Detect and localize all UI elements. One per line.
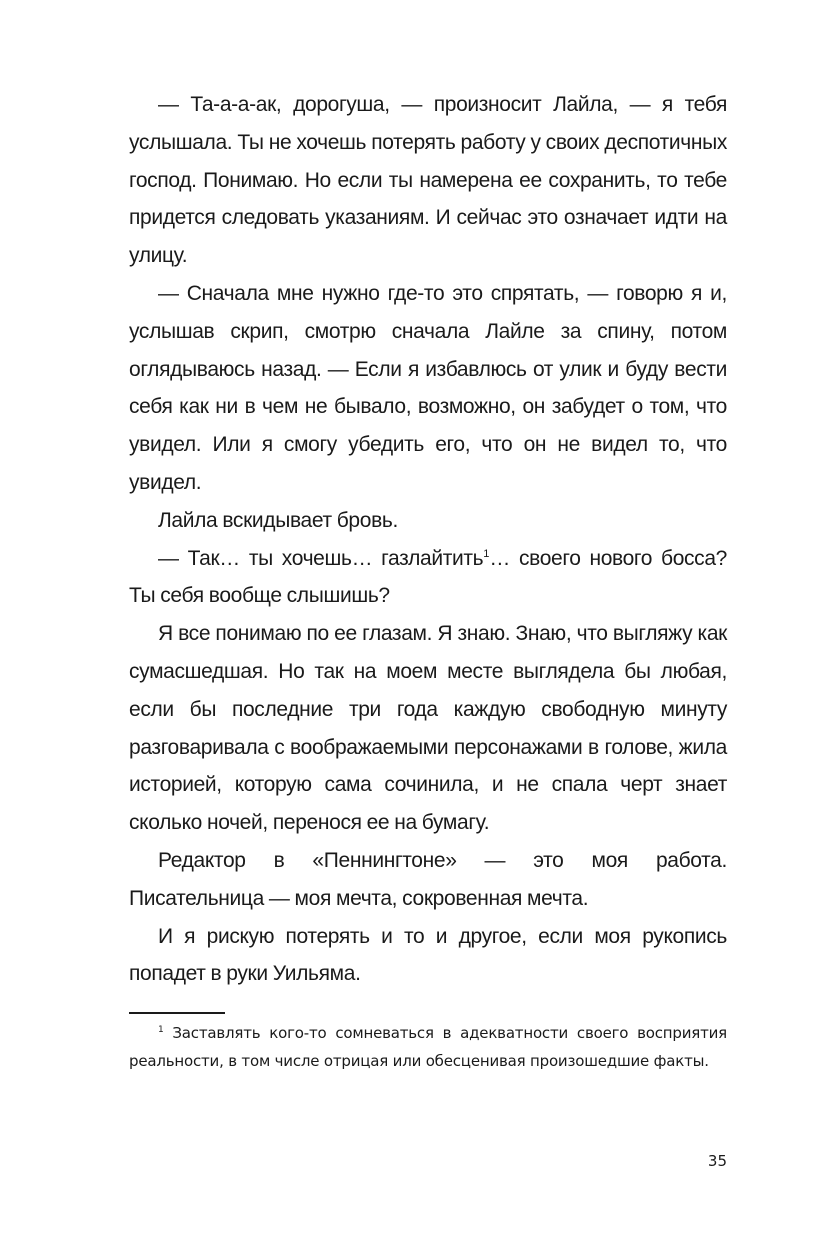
paragraph: Я все понимаю по ее глазам. Я знаю. Знаю, что выгляжу как сумасшедшая. Но так на моем месте выглядела бы любая, если бы последние три года каждую свободную минуту разговаривала с воображаемыми персонажами в голове, жила историей, которую сама сочинила, и не спала черт знает сколько ночей, перенося ее на бумагу. <box>129 622 727 835</box>
paragraph: И я рискую потерять и то и другое, если моя рукопись попадет в руки Уильяма. <box>129 924 727 986</box>
paragraph: — Сначала мне нужно где-то это спрятать, — говорю я и, услышав скрип, смотрю сначала Лайле за спину, потом оглядываюсь назад. — Если я избавлюсь от улик и буду вести себя как ни в чем не бывало, возможно, он забудет о том, что увидел. Или я смогу убедить его, что он не видел то, что увидел. <box>129 281 727 494</box>
footnote-divider <box>129 1012 225 1014</box>
page-number: 35 <box>707 1152 727 1170</box>
footnote-reference[interactable]: 1 <box>483 547 490 560</box>
paragraph: Редактор в «Пеннингтоне» — это моя работа. Писательница — моя мечта, сокровенная мечта. <box>129 848 727 910</box>
paragraph-text: … своего нового босса? Ты себя вообще слышишь? <box>129 546 727 608</box>
body-text <box>129 86 727 993</box>
footnote-marker: 1 <box>158 1025 164 1035</box>
paragraph: Лайла вскидывает бровь. <box>158 508 398 532</box>
paragraph <box>129 540 727 616</box>
paragraph: — Та-а-а-ак, дорогуша, — произносит Лайла, — я тебя услышала. Ты не хочешь потерять работу у своих деспотичных господ. Понимаю. Но если ты намерена ее сохранить, то тебе придется следовать указаниям. И сейчас это означает идти на улицу. <box>129 93 727 268</box>
footnote <box>129 1020 727 1075</box>
paragraph-text: — Так… ты хочешь… газлайтить <box>158 546 484 570</box>
footnote-text: Заставлять кого-то сомневаться в адекватности своего восприятия реальности, в том числе отрицая или обесценивая произошедшие факты. <box>129 1024 727 1070</box>
